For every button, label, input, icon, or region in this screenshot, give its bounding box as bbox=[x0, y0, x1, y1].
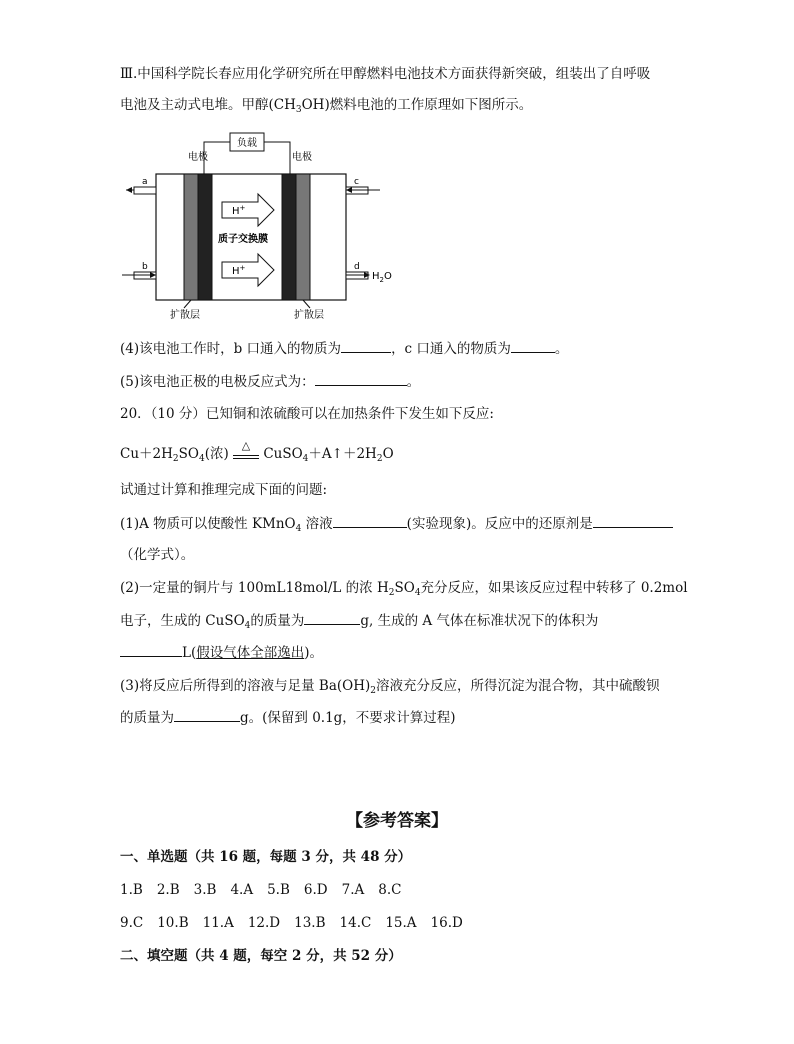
heat-symbol: △ bbox=[241, 439, 251, 452]
answer-blank-4b[interactable] bbox=[341, 338, 391, 353]
electrode-right bbox=[282, 174, 296, 300]
diffusion-right-label: 扩散层 bbox=[294, 310, 324, 321]
part-1-line-1: (1)A 物质可以使酸性 KMnO$_4$ 溶液 (实验现象)。反应中的还原剂是 bbox=[120, 513, 673, 534]
diffusion-layer-left bbox=[184, 174, 198, 300]
answers-row-2 bbox=[120, 913, 477, 933]
port-d-label: d bbox=[354, 262, 360, 272]
port-b-label: b bbox=[142, 262, 148, 272]
wire-right bbox=[264, 142, 290, 174]
answer-item: 1.B bbox=[120, 882, 143, 898]
answer-item: 11.A bbox=[202, 915, 234, 931]
part-3-line-1: (3)将反应后所得到的溶液与足量 $Ba(OH)_2$溶液充分反应，所得沉淀为混合物，其中硫酸钡 bbox=[120, 678, 660, 696]
proton-label-top: H+ bbox=[232, 204, 246, 217]
diffusion-left-label: 扩散层 bbox=[170, 310, 200, 321]
intro-subscript: 3 bbox=[295, 105, 302, 115]
answer-item: 13.B bbox=[294, 915, 326, 931]
fuel-cell-diagram bbox=[118, 128, 408, 330]
diffusion-layer-right bbox=[296, 174, 310, 300]
answer-blank-2a[interactable] bbox=[304, 610, 360, 625]
answer-item: 8.C bbox=[378, 882, 402, 898]
proton-label-bottom: H+ bbox=[232, 264, 246, 277]
electrode-left bbox=[198, 174, 212, 300]
part-2-line-2: 电子，生成的 CuSO$_4$的质量为 g, 生成的 A 气体在标准状况下的体积为 bbox=[120, 610, 598, 631]
part-3-line-2: 的质量为 g。(保留到 0.1g，不要求计算过程) bbox=[120, 707, 456, 728]
proton-arrow-bottom bbox=[222, 254, 274, 286]
answers-section-1: 一、单选题（共 16 题，每题 3 分，共 48 分） bbox=[120, 849, 412, 865]
part-2-line-1: (2)一定量的铜片与 100mL18mol/L 的浓 $H_2SO_4$充分反应，如果该反应过程中转移了 0.2mol bbox=[120, 580, 688, 598]
intro-line-2 bbox=[120, 95, 532, 115]
question-20-header: 20．（10 分）已知铜和浓硫酸可以在加热条件下发生如下反应: bbox=[120, 406, 494, 422]
diffusion-left-pointer bbox=[184, 300, 191, 308]
answer-item: 14.C bbox=[339, 915, 372, 931]
intro-line-1 bbox=[120, 64, 650, 84]
question-5: (5)该电池正极的电极反应式为： 。 bbox=[120, 371, 420, 392]
answer-blank-3[interactable] bbox=[174, 707, 240, 722]
answer-item: 5.B bbox=[267, 882, 290, 898]
answer-item: 2.B bbox=[156, 882, 180, 898]
answers-row-1 bbox=[120, 880, 415, 900]
answer-item: 9.C bbox=[120, 915, 144, 931]
port-c-label: c bbox=[354, 177, 359, 187]
part-1-line-2: （化学式）。 bbox=[120, 547, 195, 563]
answer-item: 16.D bbox=[430, 915, 463, 931]
answer-item: 3.B bbox=[193, 882, 217, 898]
electrode-right-label: 电极 bbox=[292, 152, 312, 163]
answer-blank-4c[interactable] bbox=[511, 338, 555, 353]
answer-item: 4.A bbox=[230, 882, 254, 898]
electrode-left-label: 电极 bbox=[188, 152, 208, 163]
question-4: (4)该电池工作时，b 口通入的物质为 ，c 口通入的物质为 。 bbox=[120, 338, 568, 359]
answer-blank-1b[interactable] bbox=[593, 513, 673, 528]
answer-blank-5[interactable] bbox=[315, 371, 407, 386]
proton-arrow-top bbox=[222, 194, 274, 226]
instruction: 试通过计算和推理完成下面的问题: bbox=[120, 482, 328, 498]
answer-item: 6.D bbox=[303, 882, 328, 898]
answer-item: 12.D bbox=[247, 915, 281, 931]
answer-blank-1a[interactable] bbox=[333, 513, 407, 528]
port-a-label: a bbox=[142, 177, 148, 187]
water-label: $H_2O$ bbox=[372, 271, 392, 284]
port-a-tube bbox=[134, 187, 156, 194]
membrane-label: 质子交换膜 bbox=[218, 234, 268, 245]
part-2-line-3: L(假设气体全部逸出)。 bbox=[120, 642, 323, 663]
port-a-arrow bbox=[126, 187, 132, 193]
reaction-condition bbox=[233, 439, 259, 459]
answers-title: 【参考答案】 bbox=[346, 811, 448, 831]
answer-blank-2b[interactable] bbox=[120, 642, 182, 657]
answer-item: 15.A bbox=[385, 915, 417, 931]
answers-section-2: 二、填空题（共 4 题，每空 2 分，共 52 分） bbox=[120, 948, 402, 964]
load-label: 负载 bbox=[237, 138, 257, 149]
diffusion-right-pointer bbox=[303, 300, 310, 308]
answer-item: 10.B bbox=[157, 915, 189, 931]
intro-text-2a: 电池及主动式电堆。甲醇(CH bbox=[120, 97, 296, 113]
answer-item: 7.A bbox=[341, 882, 365, 898]
intro-text-2b: OH)燃料电池的工作原理如下图所示。 bbox=[301, 97, 533, 113]
intro-text-1: Ⅲ.中国科学院长春应用化学研究所在甲醇燃料电池技术方面获得新突破，组装出了自呼吸 bbox=[120, 66, 651, 82]
reaction-equation: $Cu+2H_2SO_4$(浓) △ $CuSO_4+A↑+2H_2O$ bbox=[120, 444, 394, 464]
